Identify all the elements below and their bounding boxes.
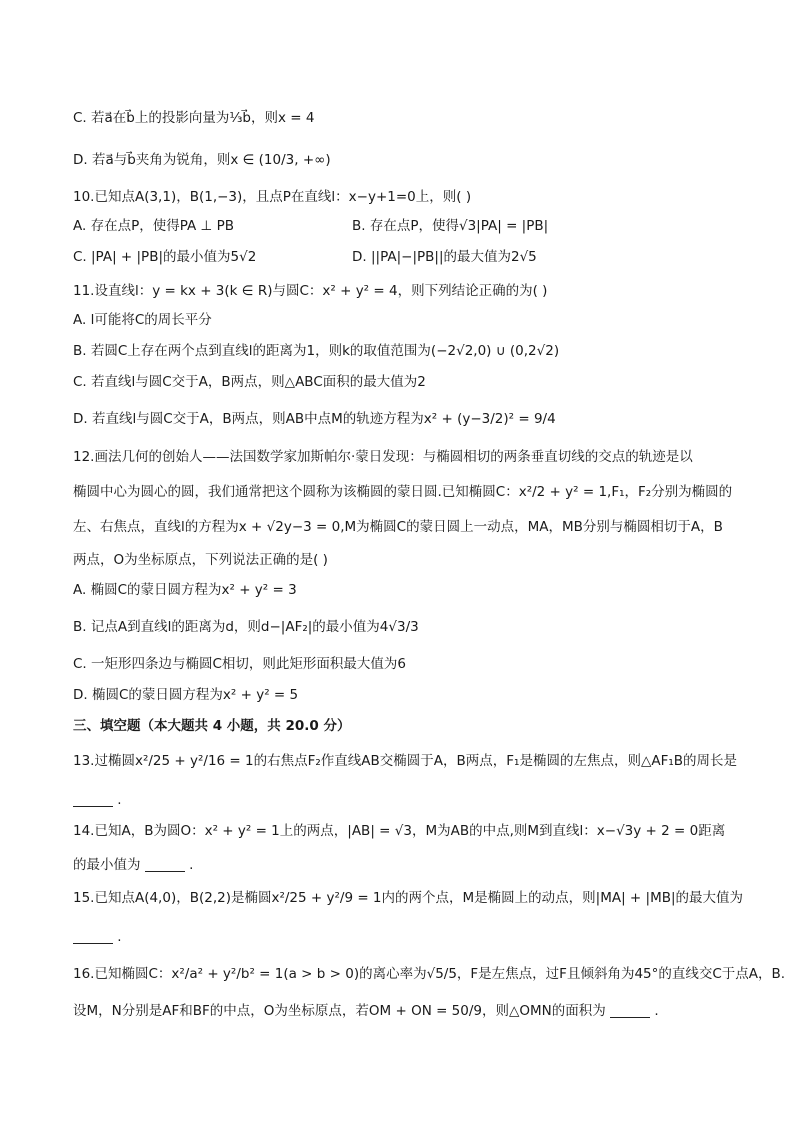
q11-option-c: C. 若直线l与圆C交于A，B两点，则△ABC面积的最大值为2 <box>73 374 426 390</box>
q12-stem-line1: 12.画法几何的创始人——法国数学家加斯帕尔·蒙日发现：与椭圆相切的两条垂直切线的交点的轨迹是以 <box>73 449 693 465</box>
q13-blank[interactable] <box>73 792 113 807</box>
q11-option-a: A. l可能将C的周长平分 <box>73 312 212 328</box>
q10-option-c: C. |PA| + |PB|的最小值为5√2 <box>73 249 257 265</box>
q12-option-c: C. 一矩形四条边与椭圆C相切，则此矩形面积最大值为6 <box>73 656 407 672</box>
q12-stem-line2: 椭圆中心为圆心的圆，我们通常把这个圆称为该椭圆的蒙日圆.已知椭圆C：x²/2 + y² = 1,F₁，F₂分别为椭圆的 <box>73 484 733 500</box>
q16-prefix: 设M，N分别是AF和BF的中点，O为坐标原点，若OM + ON = 50/9，则△OMN的面积为 <box>73 1003 606 1019</box>
q9-option-c: C. 若a⃗在b⃗上的投影向量为⅓b⃗，则x = 4 <box>73 110 315 126</box>
q14-blank[interactable] <box>145 857 185 872</box>
q10-stem: 10.已知点A(3,1)，B(1,−3)，且点P在直线l：x−y+1=0上，则( ) <box>73 189 472 205</box>
q13-end: . <box>117 792 122 808</box>
q13-text: 13.过椭圆x²/25 + y²/16 = 1的右焦点F₂作直线AB交椭圆于A，B两点，F₁是椭圆的左焦点，则△AF₁B的周长是 <box>73 753 738 769</box>
q12-option-d: D. 椭圆C的蒙日圆方程为x² + y² = 5 <box>73 687 299 703</box>
q15-blank[interactable] <box>73 929 113 944</box>
q12-stem-line3: 左、右焦点，直线l的方程为x + √2y−3 = 0,M为椭圆C的蒙日圆上一动点，MA，MB分别与椭圆相切于A，B <box>73 519 723 535</box>
q10-option-a: A. 存在点P，使得PA ⊥ PB <box>73 218 234 234</box>
q16-text-line2 <box>73 1001 659 1021</box>
q16-end: . <box>654 1003 659 1019</box>
section-3-title: 三、填空题（本大题共 4 小题，共 20.0 分） <box>73 718 351 734</box>
q11-stem: 11.设直线l：y = kx + 3(k ∈ R)与圆C：x² + y² = 4，则下列结论正确的为( ) <box>73 283 548 299</box>
q12-option-a: A. 椭圆C的蒙日圆方程为x² + y² = 3 <box>73 582 297 598</box>
q11-option-d: D. 若直线l与圆C交于A，B两点，则AB中点M的轨迹方程为x² + (y−3/2)² = 9/4 <box>73 411 556 427</box>
q15-answer-line <box>73 927 122 947</box>
q11-option-b: B. 若圆C上存在两个点到直线l的距离为1，则k的取值范围为(−2√2,0) ∪ (0,2√2) <box>73 343 560 359</box>
q10-option-d: D. ||PA|−|PB||的最大值为2√5 <box>352 249 537 265</box>
q16-blank[interactable] <box>610 1003 650 1018</box>
q13-answer-line <box>73 790 122 810</box>
q14-prefix: 的最小值为 <box>73 857 141 873</box>
q12-option-b: B. 记点A到直线l的距离为d，则d−|AF₂|的最小值为4√3/3 <box>73 619 419 635</box>
q16-text-line1: 16.已知椭圆C：x²/a² + y²/b² = 1(a > b > 0)的离心率为√5/5，F是左焦点，过F且倾斜角为45°的直线交C于点A，B. <box>73 966 786 982</box>
q15-text: 15.已知点A(4,0)，B(2,2)是椭圆x²/25 + y²/9 = 1内的两个点，M是椭圆上的动点，则|MA| + |MB|的最大值为 <box>73 890 744 906</box>
q12-stem-line4: 两点，O为坐标原点，下列说法正确的是( ) <box>73 552 328 568</box>
q14-end: . <box>189 857 194 873</box>
q14-text-line1: 14.已知A，B为圆O：x² + y² = 1上的两点，|AB| = √3，M为AB的中点,则M到直线l：x−√3y + 2 = 0距离 <box>73 823 726 839</box>
q9-option-d: D. 若a⃗与b⃗夹角为锐角，则x ∈ (10/3, +∞) <box>73 152 331 168</box>
q15-end: . <box>117 929 122 945</box>
q14-text-line2 <box>73 855 193 875</box>
q10-option-b: B. 存在点P，使得√3|PA| = |PB| <box>352 218 549 234</box>
